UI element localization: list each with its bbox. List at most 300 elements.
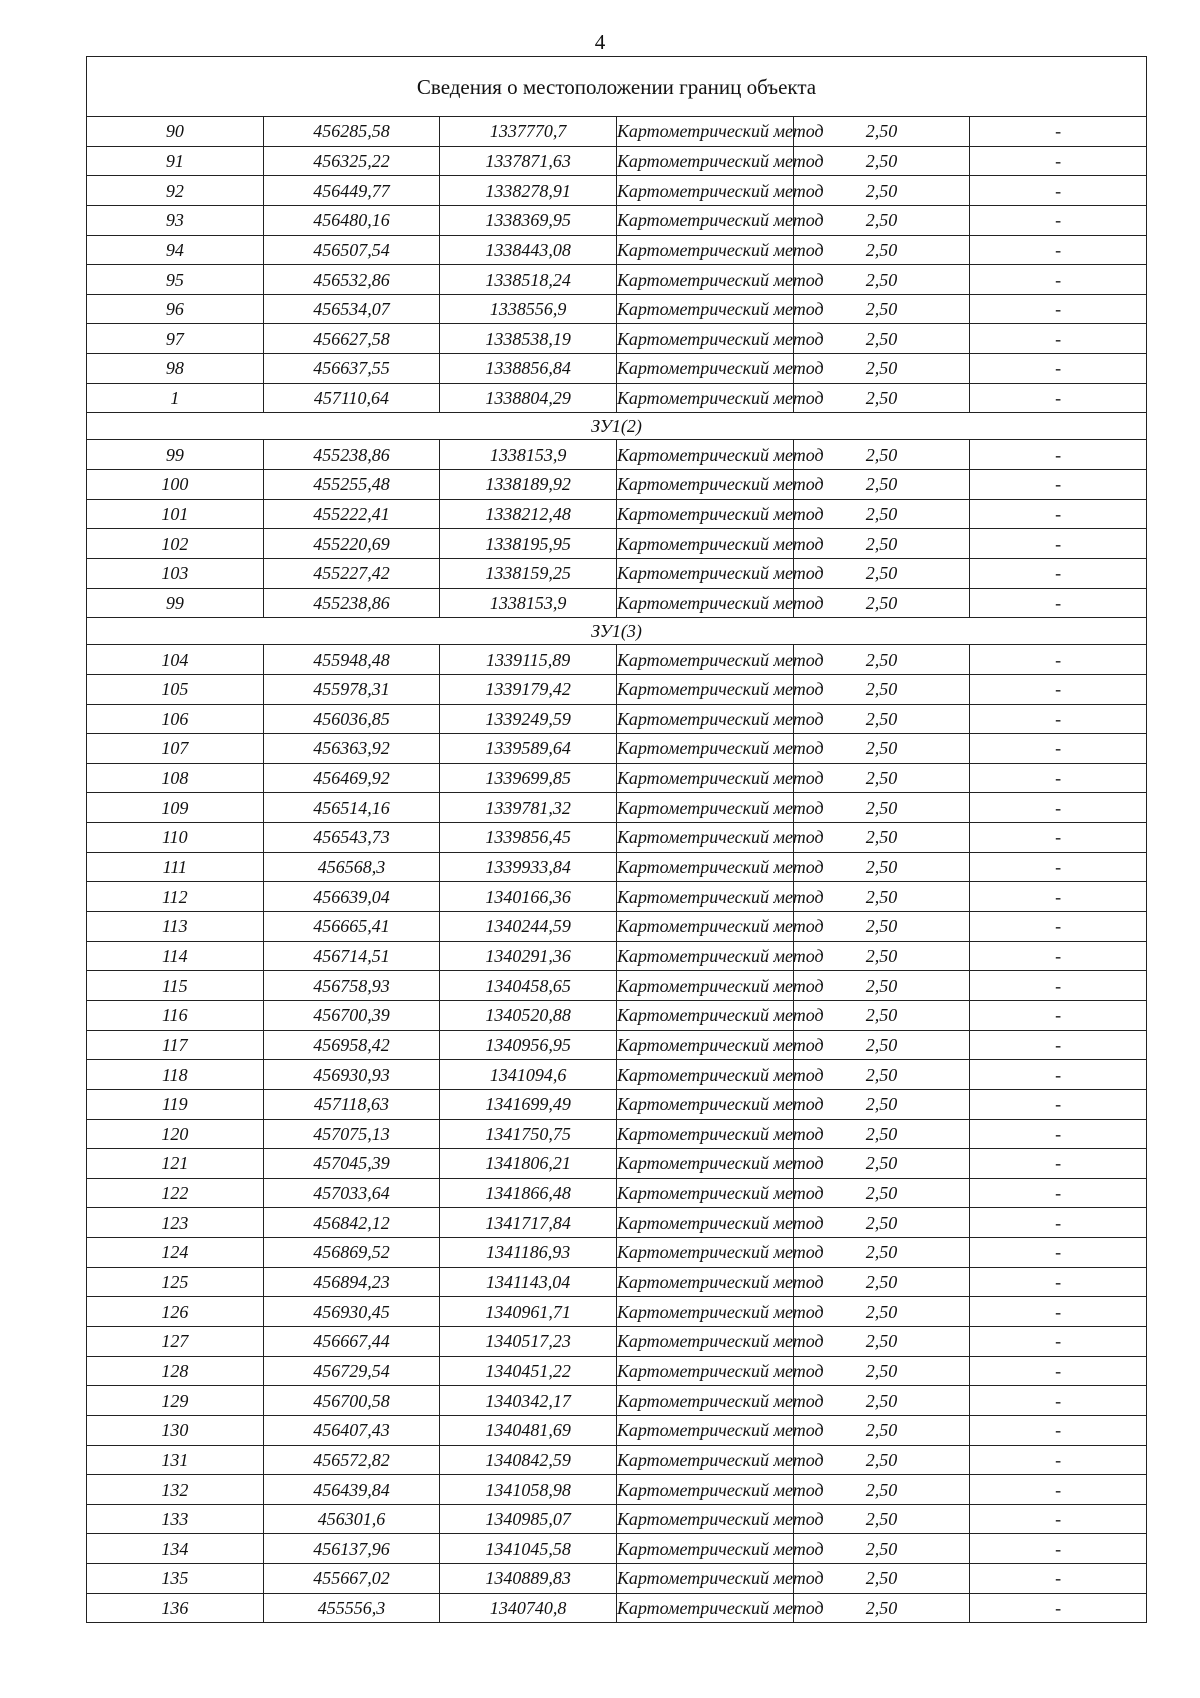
boundary-coordinates-table <box>86 56 1147 1623</box>
method-cell: Картометрический метод <box>616 793 793 823</box>
accuracy-cell: 2,50 <box>793 1504 970 1534</box>
accuracy-cell: 2,50 <box>793 1119 970 1149</box>
x-coordinate-cell: 455238,86 <box>263 440 440 470</box>
point-number-cell: 90 <box>87 117 264 147</box>
table-row <box>87 1326 1147 1356</box>
x-coordinate-cell: 456665,41 <box>263 912 440 942</box>
x-coordinate-cell: 456700,58 <box>263 1386 440 1416</box>
accuracy-cell: 2,50 <box>793 1564 970 1594</box>
description-cell: - <box>970 529 1147 559</box>
y-coordinate-cell: 1339856,45 <box>440 823 617 853</box>
point-number-cell: 102 <box>87 529 264 559</box>
method-cell: Картометрический метод <box>616 1415 793 1445</box>
description-cell: - <box>970 1593 1147 1623</box>
description-cell: - <box>970 1415 1147 1445</box>
x-coordinate-cell: 455667,02 <box>263 1564 440 1594</box>
accuracy-cell: 2,50 <box>793 176 970 206</box>
x-coordinate-cell: 456285,58 <box>263 117 440 147</box>
point-number-cell: 94 <box>87 235 264 265</box>
table-row <box>87 1060 1147 1090</box>
x-coordinate-cell: 456137,96 <box>263 1534 440 1564</box>
description-cell: - <box>970 235 1147 265</box>
accuracy-cell: 2,50 <box>793 645 970 675</box>
table-row <box>87 882 1147 912</box>
description-cell: - <box>970 440 1147 470</box>
x-coordinate-cell: 455222,41 <box>263 499 440 529</box>
method-cell: Картометрический метод <box>616 912 793 942</box>
table-row <box>87 235 1147 265</box>
method-cell: Картометрический метод <box>616 1089 793 1119</box>
method-cell: Картометрический метод <box>616 146 793 176</box>
table-row <box>87 1593 1147 1623</box>
y-coordinate-cell: 1340520,88 <box>440 1000 617 1030</box>
section-header-row <box>87 618 1147 645</box>
table-row <box>87 1149 1147 1179</box>
point-number-cell: 107 <box>87 734 264 764</box>
point-number-cell: 136 <box>87 1593 264 1623</box>
x-coordinate-cell: 456627,58 <box>263 324 440 354</box>
y-coordinate-cell: 1340889,83 <box>440 1564 617 1594</box>
table-row <box>87 1089 1147 1119</box>
x-coordinate-cell: 455978,31 <box>263 674 440 704</box>
point-number-cell: 100 <box>87 470 264 500</box>
method-cell: Картометрический метод <box>616 354 793 384</box>
method-cell: Картометрический метод <box>616 1386 793 1416</box>
description-cell: - <box>970 704 1147 734</box>
point-number-cell: 103 <box>87 558 264 588</box>
accuracy-cell: 2,50 <box>793 383 970 413</box>
method-cell: Картометрический метод <box>616 205 793 235</box>
table-row <box>87 558 1147 588</box>
point-number-cell: 106 <box>87 704 264 734</box>
point-number-cell: 134 <box>87 1534 264 1564</box>
method-cell: Картометрический метод <box>616 1326 793 1356</box>
section-label: ЗУ1(3) <box>87 618 1147 645</box>
method-cell: Картометрический метод <box>616 674 793 704</box>
table-row <box>87 1504 1147 1534</box>
description-cell: - <box>970 176 1147 206</box>
y-coordinate-cell: 1338278,91 <box>440 176 617 206</box>
point-number-cell: 101 <box>87 499 264 529</box>
method-cell: Картометрический метод <box>616 1356 793 1386</box>
point-number-cell: 110 <box>87 823 264 853</box>
x-coordinate-cell: 455556,3 <box>263 1593 440 1623</box>
table-row <box>87 1475 1147 1505</box>
x-coordinate-cell: 456572,82 <box>263 1445 440 1475</box>
method-cell: Картометрический метод <box>616 1504 793 1534</box>
accuracy-cell: 2,50 <box>793 235 970 265</box>
point-number-cell: 96 <box>87 294 264 324</box>
point-number-cell: 133 <box>87 1504 264 1534</box>
x-coordinate-cell: 455227,42 <box>263 558 440 588</box>
table-row <box>87 146 1147 176</box>
description-cell: - <box>970 1504 1147 1534</box>
method-cell: Картометрический метод <box>616 383 793 413</box>
y-coordinate-cell: 1340342,17 <box>440 1386 617 1416</box>
y-coordinate-cell: 1338556,9 <box>440 294 617 324</box>
table-row <box>87 499 1147 529</box>
point-number-cell: 99 <box>87 440 264 470</box>
point-number-cell: 104 <box>87 645 264 675</box>
method-cell: Картометрический метод <box>616 1119 793 1149</box>
method-cell: Картометрический метод <box>616 763 793 793</box>
accuracy-cell: 2,50 <box>793 499 970 529</box>
method-cell: Картометрический метод <box>616 645 793 675</box>
accuracy-cell: 2,50 <box>793 1060 970 1090</box>
table-row <box>87 1297 1147 1327</box>
point-number-cell: 115 <box>87 971 264 1001</box>
method-cell: Картометрический метод <box>616 852 793 882</box>
table-row <box>87 1208 1147 1238</box>
description-cell: - <box>970 1060 1147 1090</box>
x-coordinate-cell: 456842,12 <box>263 1208 440 1238</box>
table-row <box>87 1000 1147 1030</box>
table-row <box>87 1386 1147 1416</box>
y-coordinate-cell: 1341806,21 <box>440 1149 617 1179</box>
point-number-cell: 122 <box>87 1178 264 1208</box>
table-row <box>87 324 1147 354</box>
y-coordinate-cell: 1340451,22 <box>440 1356 617 1386</box>
description-cell: - <box>970 1297 1147 1327</box>
y-coordinate-cell: 1339933,84 <box>440 852 617 882</box>
point-number-cell: 121 <box>87 1149 264 1179</box>
y-coordinate-cell: 1340166,36 <box>440 882 617 912</box>
accuracy-cell: 2,50 <box>793 704 970 734</box>
description-cell: - <box>970 1178 1147 1208</box>
table-row <box>87 205 1147 235</box>
accuracy-cell: 2,50 <box>793 1267 970 1297</box>
table-row <box>87 1356 1147 1386</box>
method-cell: Картометрический метод <box>616 1149 793 1179</box>
accuracy-cell: 2,50 <box>793 205 970 235</box>
section-header-row <box>87 413 1147 440</box>
accuracy-cell: 2,50 <box>793 1297 970 1327</box>
y-coordinate-cell: 1338804,29 <box>440 383 617 413</box>
y-coordinate-cell: 1340961,71 <box>440 1297 617 1327</box>
y-coordinate-cell: 1338212,48 <box>440 499 617 529</box>
y-coordinate-cell: 1341143,04 <box>440 1267 617 1297</box>
point-number-cell: 105 <box>87 674 264 704</box>
accuracy-cell: 2,50 <box>793 1475 970 1505</box>
description-cell: - <box>970 1149 1147 1179</box>
x-coordinate-cell: 456480,16 <box>263 205 440 235</box>
table-row <box>87 852 1147 882</box>
description-cell: - <box>970 941 1147 971</box>
method-cell: Картометрический метод <box>616 734 793 764</box>
x-coordinate-cell: 456325,22 <box>263 146 440 176</box>
x-coordinate-cell: 456930,45 <box>263 1297 440 1327</box>
page-number: 4 <box>594 30 606 54</box>
point-number-cell: 91 <box>87 146 264 176</box>
point-number-cell: 129 <box>87 1386 264 1416</box>
accuracy-cell: 2,50 <box>793 1149 970 1179</box>
point-number-cell: 112 <box>87 882 264 912</box>
y-coordinate-cell: 1338538,19 <box>440 324 617 354</box>
accuracy-cell: 2,50 <box>793 971 970 1001</box>
accuracy-cell: 2,50 <box>793 1326 970 1356</box>
method-cell: Картометрический метод <box>616 1445 793 1475</box>
table-title: Сведения о местоположении границ объекта <box>87 57 1147 117</box>
method-cell: Картометрический метод <box>616 1178 793 1208</box>
table-row <box>87 117 1147 147</box>
table-row <box>87 674 1147 704</box>
accuracy-cell: 2,50 <box>793 1415 970 1445</box>
accuracy-cell: 2,50 <box>793 1208 970 1238</box>
accuracy-cell: 2,50 <box>793 440 970 470</box>
y-coordinate-cell: 1337770,7 <box>440 117 617 147</box>
description-cell: - <box>970 1534 1147 1564</box>
accuracy-cell: 2,50 <box>793 1178 970 1208</box>
table-row <box>87 941 1147 971</box>
x-coordinate-cell: 457075,13 <box>263 1119 440 1149</box>
description-cell: - <box>970 205 1147 235</box>
method-cell: Картометрический метод <box>616 1238 793 1268</box>
description-cell: - <box>970 882 1147 912</box>
description-cell: - <box>970 470 1147 500</box>
method-cell: Картометрический метод <box>616 324 793 354</box>
accuracy-cell: 2,50 <box>793 674 970 704</box>
point-number-cell: 123 <box>87 1208 264 1238</box>
accuracy-cell: 2,50 <box>793 734 970 764</box>
accuracy-cell: 2,50 <box>793 1445 970 1475</box>
method-cell: Картометрический метод <box>616 1267 793 1297</box>
table-row <box>87 1238 1147 1268</box>
y-coordinate-cell: 1340517,23 <box>440 1326 617 1356</box>
x-coordinate-cell: 456532,86 <box>263 265 440 295</box>
x-coordinate-cell: 456958,42 <box>263 1030 440 1060</box>
point-number-cell: 120 <box>87 1119 264 1149</box>
point-number-cell: 117 <box>87 1030 264 1060</box>
y-coordinate-cell: 1340481,69 <box>440 1415 617 1445</box>
method-cell: Картометрический метод <box>616 823 793 853</box>
table-row <box>87 763 1147 793</box>
table-row <box>87 470 1147 500</box>
method-cell: Картометрический метод <box>616 499 793 529</box>
y-coordinate-cell: 1340458,65 <box>440 971 617 1001</box>
table-row <box>87 529 1147 559</box>
accuracy-cell: 2,50 <box>793 1593 970 1623</box>
y-coordinate-cell: 1338856,84 <box>440 354 617 384</box>
x-coordinate-cell: 456407,43 <box>263 1415 440 1445</box>
x-coordinate-cell: 455948,48 <box>263 645 440 675</box>
accuracy-cell: 2,50 <box>793 558 970 588</box>
method-cell: Картометрический метод <box>616 1564 793 1594</box>
point-number-cell: 128 <box>87 1356 264 1386</box>
description-cell: - <box>970 383 1147 413</box>
point-number-cell: 95 <box>87 265 264 295</box>
x-coordinate-cell: 456930,93 <box>263 1060 440 1090</box>
y-coordinate-cell: 1339249,59 <box>440 704 617 734</box>
table-title-row <box>87 57 1147 117</box>
x-coordinate-cell: 456036,85 <box>263 704 440 734</box>
table-row <box>87 1415 1147 1445</box>
table-row <box>87 294 1147 324</box>
table-row <box>87 383 1147 413</box>
accuracy-cell: 2,50 <box>793 882 970 912</box>
method-cell: Картометрический метод <box>616 1060 793 1090</box>
point-number-cell: 111 <box>87 852 264 882</box>
x-coordinate-cell: 455220,69 <box>263 529 440 559</box>
table-row <box>87 588 1147 618</box>
x-coordinate-cell: 456568,3 <box>263 852 440 882</box>
x-coordinate-cell: 456637,55 <box>263 354 440 384</box>
y-coordinate-cell: 1339115,89 <box>440 645 617 675</box>
x-coordinate-cell: 457045,39 <box>263 1149 440 1179</box>
y-coordinate-cell: 1338443,08 <box>440 235 617 265</box>
description-cell: - <box>970 1119 1147 1149</box>
method-cell: Картометрический метод <box>616 1208 793 1238</box>
method-cell: Картометрический метод <box>616 265 793 295</box>
description-cell: - <box>970 117 1147 147</box>
x-coordinate-cell: 456700,39 <box>263 1000 440 1030</box>
point-number-cell: 130 <box>87 1415 264 1445</box>
table-row <box>87 912 1147 942</box>
y-coordinate-cell: 1338369,95 <box>440 205 617 235</box>
y-coordinate-cell: 1341717,84 <box>440 1208 617 1238</box>
point-number-cell: 127 <box>87 1326 264 1356</box>
table-row <box>87 704 1147 734</box>
y-coordinate-cell: 1341045,58 <box>440 1534 617 1564</box>
table-row <box>87 1445 1147 1475</box>
x-coordinate-cell: 456869,52 <box>263 1238 440 1268</box>
method-cell: Картометрический метод <box>616 440 793 470</box>
description-cell: - <box>970 1475 1147 1505</box>
description-cell: - <box>970 1089 1147 1119</box>
x-coordinate-cell: 456449,77 <box>263 176 440 206</box>
x-coordinate-cell: 456894,23 <box>263 1267 440 1297</box>
table-row <box>87 971 1147 1001</box>
x-coordinate-cell: 456714,51 <box>263 941 440 971</box>
description-cell: - <box>970 1564 1147 1594</box>
description-cell: - <box>970 1030 1147 1060</box>
y-coordinate-cell: 1340740,8 <box>440 1593 617 1623</box>
table-row <box>87 1119 1147 1149</box>
point-number-cell: 109 <box>87 793 264 823</box>
x-coordinate-cell: 456469,92 <box>263 763 440 793</box>
y-coordinate-cell: 1339781,32 <box>440 793 617 823</box>
method-cell: Картометрический метод <box>616 1000 793 1030</box>
description-cell: - <box>970 1208 1147 1238</box>
point-number-cell: 131 <box>87 1445 264 1475</box>
method-cell: Картометрический метод <box>616 1475 793 1505</box>
table-row <box>87 265 1147 295</box>
description-cell: - <box>970 588 1147 618</box>
accuracy-cell: 2,50 <box>793 146 970 176</box>
description-cell: - <box>970 558 1147 588</box>
method-cell: Картометрический метод <box>616 294 793 324</box>
point-number-cell: 93 <box>87 205 264 235</box>
point-number-cell: 125 <box>87 1267 264 1297</box>
description-cell: - <box>970 971 1147 1001</box>
accuracy-cell: 2,50 <box>793 1030 970 1060</box>
method-cell: Картометрический метод <box>616 558 793 588</box>
table-row <box>87 793 1147 823</box>
point-number-cell: 132 <box>87 1475 264 1505</box>
y-coordinate-cell: 1339589,64 <box>440 734 617 764</box>
description-cell: - <box>970 354 1147 384</box>
accuracy-cell: 2,50 <box>793 265 970 295</box>
point-number-cell: 92 <box>87 176 264 206</box>
y-coordinate-cell: 1339699,85 <box>440 763 617 793</box>
method-cell: Картометрический метод <box>616 529 793 559</box>
table-row <box>87 440 1147 470</box>
accuracy-cell: 2,50 <box>793 1356 970 1386</box>
method-cell: Картометрический метод <box>616 470 793 500</box>
accuracy-cell: 2,50 <box>793 294 970 324</box>
description-cell: - <box>970 852 1147 882</box>
y-coordinate-cell: 1338189,92 <box>440 470 617 500</box>
x-coordinate-cell: 456507,54 <box>263 235 440 265</box>
y-coordinate-cell: 1340956,95 <box>440 1030 617 1060</box>
point-number-cell: 99 <box>87 588 264 618</box>
x-coordinate-cell: 456301,6 <box>263 1504 440 1534</box>
method-cell: Картометрический метод <box>616 176 793 206</box>
point-number-cell: 1 <box>87 383 264 413</box>
description-cell: - <box>970 1386 1147 1416</box>
method-cell: Картометрический метод <box>616 704 793 734</box>
description-cell: - <box>970 1356 1147 1386</box>
x-coordinate-cell: 457110,64 <box>263 383 440 413</box>
table-row <box>87 176 1147 206</box>
y-coordinate-cell: 1341699,49 <box>440 1089 617 1119</box>
point-number-cell: 135 <box>87 1564 264 1594</box>
point-number-cell: 118 <box>87 1060 264 1090</box>
point-number-cell: 124 <box>87 1238 264 1268</box>
accuracy-cell: 2,50 <box>793 588 970 618</box>
x-coordinate-cell: 455255,48 <box>263 470 440 500</box>
point-number-cell: 119 <box>87 1089 264 1119</box>
accuracy-cell: 2,50 <box>793 1534 970 1564</box>
description-cell: - <box>970 734 1147 764</box>
table-row <box>87 734 1147 764</box>
x-coordinate-cell: 456534,07 <box>263 294 440 324</box>
y-coordinate-cell: 1341094,6 <box>440 1060 617 1090</box>
y-coordinate-cell: 1340244,59 <box>440 912 617 942</box>
y-coordinate-cell: 1338153,9 <box>440 588 617 618</box>
table-row <box>87 1030 1147 1060</box>
method-cell: Картометрический метод <box>616 1593 793 1623</box>
accuracy-cell: 2,50 <box>793 529 970 559</box>
accuracy-cell: 2,50 <box>793 852 970 882</box>
accuracy-cell: 2,50 <box>793 470 970 500</box>
accuracy-cell: 2,50 <box>793 1000 970 1030</box>
point-number-cell: 108 <box>87 763 264 793</box>
x-coordinate-cell: 456363,92 <box>263 734 440 764</box>
accuracy-cell: 2,50 <box>793 763 970 793</box>
x-coordinate-cell: 457118,63 <box>263 1089 440 1119</box>
accuracy-cell: 2,50 <box>793 823 970 853</box>
accuracy-cell: 2,50 <box>793 117 970 147</box>
x-coordinate-cell: 455238,86 <box>263 588 440 618</box>
table-row <box>87 645 1147 675</box>
x-coordinate-cell: 456729,54 <box>263 1356 440 1386</box>
y-coordinate-cell: 1338518,24 <box>440 265 617 295</box>
x-coordinate-cell: 456514,16 <box>263 793 440 823</box>
point-number-cell: 126 <box>87 1297 264 1327</box>
table-row <box>87 1564 1147 1594</box>
method-cell: Картометрический метод <box>616 1297 793 1327</box>
accuracy-cell: 2,50 <box>793 941 970 971</box>
point-number-cell: 113 <box>87 912 264 942</box>
description-cell: - <box>970 1000 1147 1030</box>
method-cell: Картометрический метод <box>616 882 793 912</box>
y-coordinate-cell: 1337871,63 <box>440 146 617 176</box>
description-cell: - <box>970 823 1147 853</box>
y-coordinate-cell: 1338159,25 <box>440 558 617 588</box>
accuracy-cell: 2,50 <box>793 324 970 354</box>
x-coordinate-cell: 456439,84 <box>263 1475 440 1505</box>
y-coordinate-cell: 1341186,93 <box>440 1238 617 1268</box>
